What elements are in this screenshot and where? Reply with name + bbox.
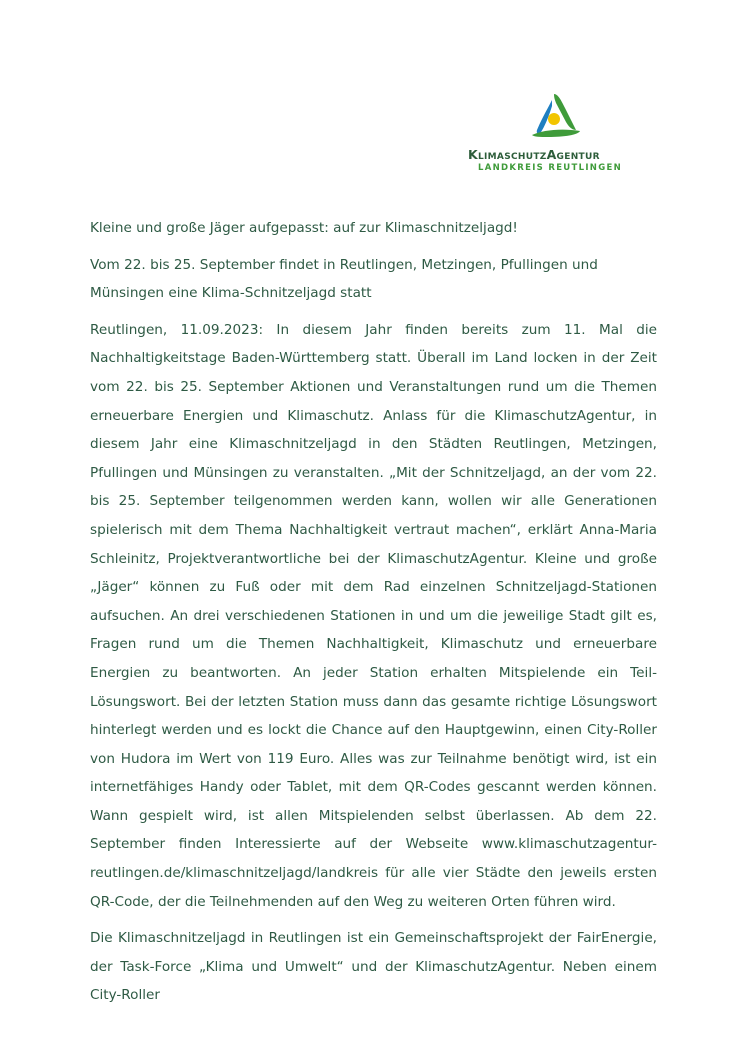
headline: Kleine und große Jäger aufgepasst: auf zur Klimaschnitzeljagd! xyxy=(90,220,518,236)
body-paragraph-1: Reutlingen, 11.09.2023: In diesem Jahr finden bereits zum 11. Mal die Nachhaltigkeitstage Baden-Württemberg statt. Überall im Land locken in der Zeit vom 22. bis 25. September Aktionen und Veranstaltungen rund um die Themen erneuerbare Energien und Klimaschutz. Anlass für die KlimaschutzAgentur, in diesem Jahr eine Klimaschnitzeljagd in den Städten Reutlingen, Metzingen, Pfullingen und Münsingen zu veranstalten. „Mit der Schnitzeljagd, an der vom 22. bis 25. September teilgenommen werden kann, wollen wir alle Generationen spielerisch mit dem Thema Nachhaltigkeit vertraut machen“, erklärt Anna-Maria Schleinitz, Projektverantwortliche bei der KlimaschutzAgentur. Kleine und große „Jäger“ können zu Fuß oder mit dem Rad einzelnen Schnitzeljagd-Stationen aufsuchen. An drei verschiedenen Stationen in und um die jeweilige Stadt gilt es, Fragen rund um die Themen Nachhaltigkeit, Klimaschutz und erneuerbare Energien zu beantworten. An jeder Station erhalten Mitspielende ein Teil-Lösungswort. Bei der letzten Station muss dann das gesamte richtige Lösungswort hinterlegt werden und es lockt die Chance auf den Hauptgewinn, einen City-Roller von Hudora im Wert von 119 Euro. Alles was zur Teilnahme benötigt wird, ist ein internetfähiges Handy oder Tablet, mit dem QR-Codes gescannt werden können. Wann gespielt wird, ist allen Mitspielenden selbst überlassen. Ab dem 22. September finden Interessierte auf der Webseite www.klimaschutzagentur-reutlingen.de/klimaschnitzeljagd/landkreis für alle vier Städte den jeweils ersten QR-Code, der die Teilnehmenden auf den Weg zu weiteren Orten führen wird. xyxy=(90,321,657,910)
logo-subtitle: LANDKREIS REUTLINGEN xyxy=(478,163,622,173)
klimaschutzagentur-logo xyxy=(468,92,646,176)
subheadline: Vom 22. bis 25. September findet in Reutlingen, Metzingen, Pfullingen und Münsingen eine Klima-Schnitzeljagd statt xyxy=(90,256,598,302)
logo-mark-icon xyxy=(528,92,584,142)
press-release-body xyxy=(90,214,657,1018)
logo-title: KlimaschutzAgentur xyxy=(468,147,600,162)
body-paragraph-2: Die Klimaschnitzeljagd in Reutlingen ist ein Gemeinschaftsprojekt der FairEnergie, der Task-Force „Klima und Umwelt“ und der KlimaschutzAgentur. Neben einem City-Roller xyxy=(90,930,657,1004)
